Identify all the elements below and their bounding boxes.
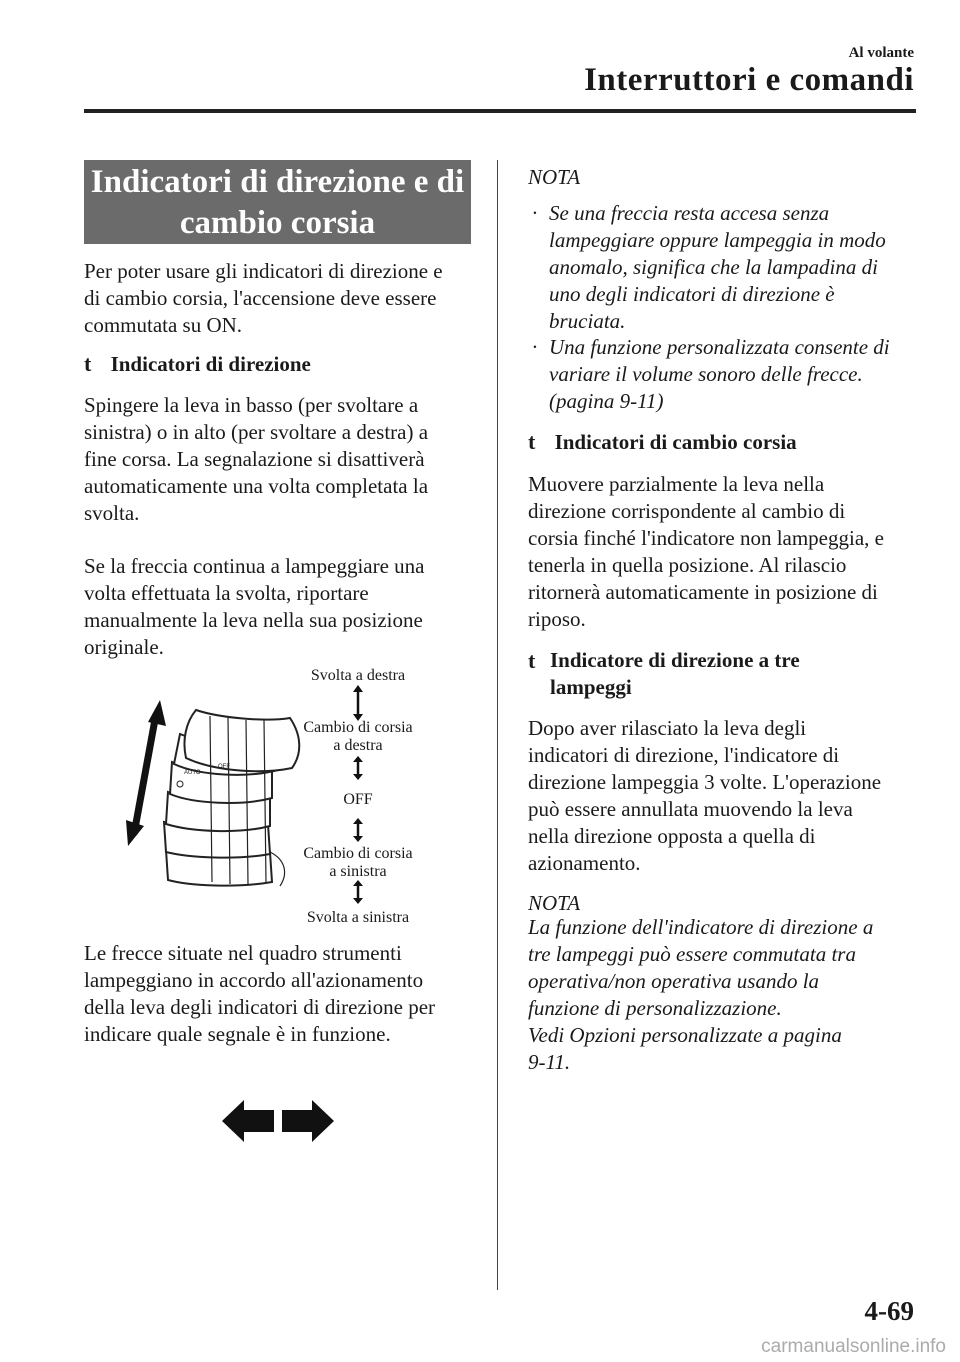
updown-arrow-icon: [351, 818, 365, 842]
heading-bullet: t: [528, 429, 536, 454]
banner-line-1: Indicatori di direzione e di: [90, 164, 465, 200]
text-line: funzione di personalizzazione.: [528, 996, 782, 1020]
text-line: di cambio corsia, l'accensione deve essere: [84, 286, 437, 310]
label-line: a destra: [333, 737, 383, 754]
watermark-link[interactable]: carmanualsonline.info: [761, 1336, 946, 1357]
text-line: originale.: [84, 635, 164, 659]
text-line: indicatori di direzione, l'indicatore di: [528, 743, 840, 767]
text-line: direzione lampeggia 3 volte. L'operazione: [528, 770, 882, 794]
text-line: lampeggiare oppure lampeggia in modo: [549, 228, 886, 252]
lever-text-off: OFF: [218, 764, 230, 770]
text-line: anomalo, significa che la lampadina di: [549, 255, 878, 279]
text-line: nella direzione opposta a quella di: [528, 824, 816, 848]
text-line: operativa/non operativa usando la: [528, 969, 820, 993]
heading-bullet: t: [84, 351, 92, 376]
updown-arrow-icon: [351, 880, 365, 904]
right-arrow-icon: [282, 1100, 334, 1142]
text-line: Se una freccia resta accesa senza: [549, 201, 830, 225]
paragraph-dopo: [528, 715, 881, 877]
paragraph-freccia: [84, 553, 425, 661]
label-cambio-destra: [258, 719, 458, 755]
text-line: (pagina 9-11): [549, 389, 664, 413]
nota-bullet: ·: [532, 201, 538, 225]
text-line: commutata su ON.: [84, 313, 243, 337]
paragraph-spingere: [84, 392, 428, 527]
text-line: La funzione dell'indicatore di direzione a: [528, 915, 874, 939]
nota-bullet: ·: [532, 335, 538, 359]
text-line: Spingere la leva in basso (per svoltare a: [84, 393, 419, 417]
section-banner: [84, 160, 471, 244]
text-line: tre lampeggi può essere commutata tra: [528, 942, 856, 966]
text-line: fine corsa. La segnalazione si disattiverà: [84, 447, 425, 471]
text-line: della leva degli indicatori di direzione per: [84, 995, 436, 1019]
label-svolta-sinistra: Svolta a sinistra: [306, 909, 410, 926]
heading-text: Indicatori di direzione: [110, 352, 311, 376]
heading-tre-lampeggi: [528, 647, 800, 699]
nota-2-title: NOTA: [528, 891, 581, 915]
header-section: Al volante: [848, 45, 914, 61]
label-svolta-destra: Svolta a destra: [310, 667, 406, 684]
text-line: Le frecce situate nel quadro strumenti: [84, 941, 402, 965]
page-number: 4-69: [864, 1296, 914, 1326]
text-line: tenerla in quella posizione. Al rilascio: [528, 553, 847, 577]
text-line: Se la freccia continua a lampeggiare una: [84, 554, 425, 578]
paragraph-muovere: [528, 471, 884, 633]
text-line: ritornerà automaticamente in posizione di: [528, 580, 878, 604]
text-line: manualmente la leva nella sua posizione: [84, 608, 423, 632]
text-line: Una funzione personalizzata consente di: [549, 335, 890, 359]
text-line: Muovere parzialmente la leva nella: [528, 472, 825, 496]
text-line: azionamento.: [528, 851, 641, 875]
intro-paragraph: [84, 258, 443, 339]
text-line: riposo.: [528, 607, 586, 631]
text-line: bruciata.: [549, 309, 626, 333]
heading-line: lampeggi: [550, 675, 632, 699]
text-line: direzione corrispondente al cambio di: [528, 499, 846, 523]
text-line: sinistra) o in alto (per svoltare a destra) a: [84, 420, 429, 444]
text-line: volta effettuata la svolta, riportare: [84, 581, 369, 605]
text-line: Vedi Opzioni personalizzate a pagina: [528, 1023, 842, 1047]
column-divider: [497, 160, 498, 1290]
label-line: Cambio di corsia: [303, 719, 413, 736]
text-line: svolta.: [84, 501, 140, 525]
text-line: automaticamente una volta completata la: [84, 474, 429, 498]
header-title: Interruttori e comandi: [584, 62, 914, 98]
paragraph-frecce: [84, 940, 435, 1048]
nota-1-item-2: [528, 334, 890, 415]
text-line: corsia finché l'indicatore non lampeggia, e: [528, 526, 884, 550]
text-line: può essere annullata muovendo la leva: [528, 797, 853, 821]
text-line: indicare quale segnale è in funzione.: [84, 1022, 391, 1046]
turn-indicator-icons: [222, 1100, 334, 1142]
text-line: 9-11.: [528, 1050, 571, 1074]
lever-text-auto: AUTO: [184, 770, 201, 776]
text-line: Per poter usare gli indicatori di direzione e: [84, 259, 443, 283]
left-arrow-icon: [222, 1100, 274, 1142]
text-line: lampeggiano in accordo all'azionamento: [84, 968, 424, 992]
text-line: uno degli indicatori di direzione è: [549, 282, 835, 306]
heading-bullet: t: [528, 648, 536, 673]
nota-2-text: [528, 914, 873, 1076]
label-cambio-sinistra: [258, 845, 458, 881]
nota-1-title: NOTA: [528, 165, 581, 189]
header-rule: [84, 109, 916, 113]
heading-indicatori-direzione: [84, 350, 311, 378]
text-line: variare il volume sonoro delle frecce.: [549, 362, 863, 386]
double-arrow-icon: [126, 700, 166, 846]
nota-1-item-1: [528, 200, 886, 335]
heading-line: Indicatore di direzione a tre: [550, 648, 800, 672]
updown-arrow-icon: [351, 685, 365, 721]
label-line: a sinistra: [329, 863, 387, 880]
updown-arrow-icon: [351, 756, 365, 780]
heading-text: Indicatori di cambio corsia: [554, 430, 797, 454]
banner-line-2: cambio corsia: [179, 205, 376, 241]
label-off: OFF: [343, 791, 373, 808]
text-line: Dopo aver rilasciato la leva degli: [528, 716, 807, 740]
label-line: Cambio di corsia: [303, 845, 413, 862]
heading-cambio-corsia: [528, 428, 797, 456]
